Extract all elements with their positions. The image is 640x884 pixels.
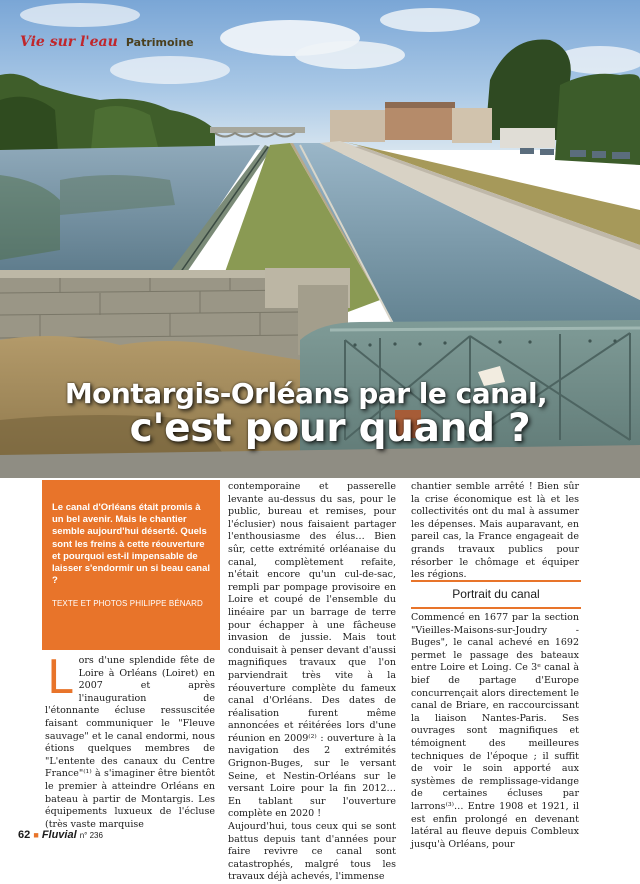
body-text-col3: chantier semble arrêté ! Bien sûr la crise économique est là et les collectivités ont du mal à assumer les dépenses. Mais auparavant, en pareil cas, la France engageait de grands travaux publics pour résorber le chômage et équiper les régions. xyxy=(411,481,579,581)
body-text-col1: ors d'une splendide fête de Loire à Orléans (Loiret) en 2007 et après l'inauguration de l'étonnante écluse ressuscitée faisant communiquer le "Fleuve sauvage" et le canal endormi, nous étions quelques membres de "L'entente des canaux du Centre France"⁽¹⁾ à s'imaginer être bientôt le premier à atteindre Orléans en bateau à partir de Montargis. Les équipements luxueux de l'écluse (très vaste marquise xyxy=(45,655,215,830)
body-column-2 xyxy=(228,481,396,884)
page-number: 62 xyxy=(18,829,31,841)
drop-cap: L xyxy=(47,650,73,704)
headline-line-1: Montargis-Orléans par le canal, xyxy=(64,377,548,410)
footer-square-icon: ■ xyxy=(33,830,39,840)
intro-box xyxy=(42,480,220,650)
article-headline xyxy=(0,377,640,451)
body-text-col2: contemporaine et passerelle levante au-dessus du sas, pour le public, bureau et remises, pour l'éclusier) nous faisaient partager l'enthousiasme des élus… Bien sûr, cette extrémité orléanaise du canal, complètement refaite, n'était encore qu'un cul-de-sac, rempli par pompage provisoire en Loire et coupé de l'ensemble du linéaire par un barrage de terre pour échapper à une fâcheuse invasion de jussie. Mais tout conduisait à penser devant d'aussi magnifiques travaux que l'on parviendrait très vite à la réouverture complète du fameux canal d'Orléans. Des dates de réalisation furent même annoncées et réitérées lors d'une réunion en 2009⁽²⁾ : ouverture à la navigation des 2 extrémités Grignon-Buges, sur le versant Seine, et Nestin-Orléans sur le versant Loire pour la fin 2012… En tablant sur l'ouverture complète en 2020 ! xyxy=(228,481,396,820)
body-column-3 xyxy=(411,481,579,582)
body-text-col2-para2: Aujourd'hui, tous ceux qui se sont battus depuis tant d'années pour faire revivre ce canal sont catastrophés, malgré tous les travaux déjà achevés, l'immense xyxy=(228,821,396,883)
magazine-name: Fluvial xyxy=(41,829,77,841)
intro-lead: Le canal d'Orléans était promis à un bel avenir. Mais le chantier semble aujourd'hui déserté. Quels sont les freins à cette réouverture et pourquoi est-il impensable de laisser s'endormir un si beau canal ? xyxy=(52,502,211,587)
section-subname: Patrimoine xyxy=(125,36,194,49)
headline-line-2: c'est pour quand ? xyxy=(129,406,531,451)
author-credit: TEXTE ET PHOTOS PHILIPPE BÉNARD xyxy=(52,599,203,609)
portrait-text: Commencé en 1677 par la section "Vieilles-Maisons-sur-Joudry - Buges", le canal achevé en 1692 permet le passage des bateaux entre Loire et Loing. Ce 3ᵉ canal à bief de partage d'Europe concurrençait alors directement le canal de Briare, en raccourcissant la liaison Nantes-Paris. Ses ouvrages sont magnifiques et témoignent des meilleures techniques de l'époque ; il suffit de voir le soin apporté aux systèmes de remplissage-vidange de certaines écluses par larrons⁽³⁾… Entre 1908 et 1921, il est enfin prolongé en devenant latéral au fleuve depuis Combleux jusqu'à Orléans, pour xyxy=(411,612,579,850)
section-name: Vie sur l'eau xyxy=(20,34,118,50)
sidebar-title: Portrait du canal xyxy=(411,580,581,609)
issue-number: n° 236 xyxy=(79,831,103,840)
body-column-1 xyxy=(45,650,215,831)
sidebar-text xyxy=(411,612,579,851)
section-tag xyxy=(20,31,194,50)
page-footer xyxy=(18,829,103,841)
